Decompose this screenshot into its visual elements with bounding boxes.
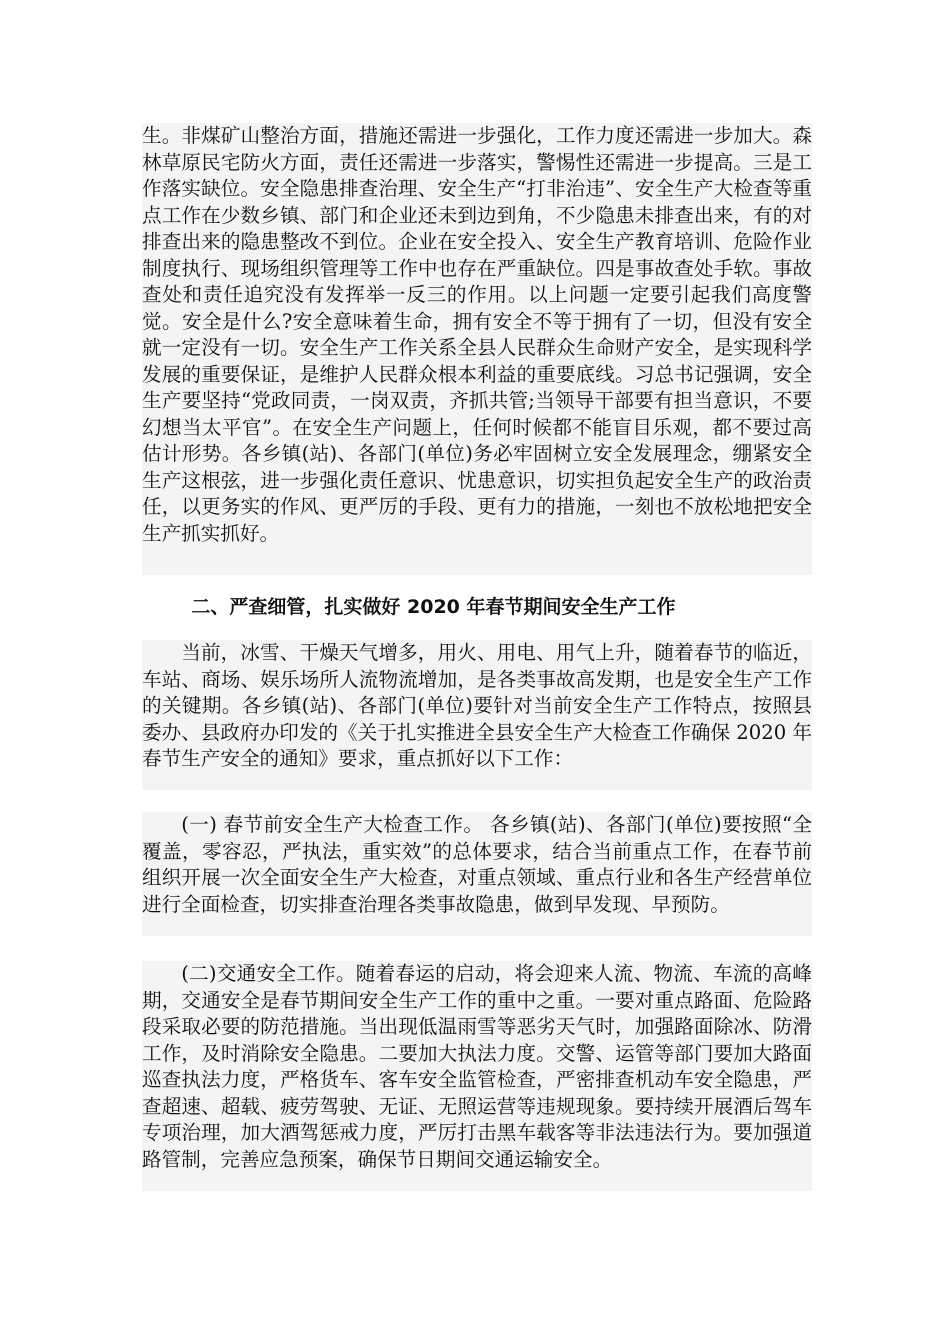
paragraph-4: (二)交通安全工作。随着春运的启动，将会迎来人流、物流、车流的高峰期，交通安全是春节期间安全生产工作的重中之重。一要对重点路面、危险路段采取必要的防范措施。当出现低温雨雪等恶劣天气时，加强路面除冰、防滑工作，及时消除安全隐患。二要加大执法力度。交警、运管等部门要加大路面巡查执法力度，严格货车、客车安全监管检查，严密排查机动车安全隐患，严查超速、超载、疲劳驾驶、无证、无照运营等违规现象。要持续开展酒后驾车专项治理，加大酒驾惩戒力度，严厉打击黑车载客等非法违法行为。要加强道路管制，完善应急预案，确保节日期间交通运输安全。 (142, 962, 812, 1171)
section-heading-2: 二、严查细管，扎实做好 2020 年春节期间安全生产工作 (191, 596, 676, 618)
paragraph-block-3 (142, 812, 812, 936)
paragraph-block-1 (142, 123, 812, 575)
paragraph-1: 生。非煤矿山整治方面，措施还需进一步强化，工作力度还需进一步加大。森林草原民宅防火方面，责任还需进一步落实，警惕性还需进一步提高。三是工作落实缺位。安全隐患排查治理、安全生产“打非治违”、安全生产大检查等重点工作在少数乡镇、部门和企业还未到边到角，不少隐患未排查出来，有的对排查出来的隐患整改不到位。企业在安全投入、安全生产教育培训、危险作业制度执行、现场组织管理等工作中也存在严重缺位。四是事故查处手软。事故查处和责任追究没有发挥举一反三的作用。以上问题一定要引起我们高度警觉。安全是什么?安全意味着生命，拥有安全不等于拥有了一切，但没有安全就一定没有一切。安全生产工作关系全县人民群众生命财产安全，是实现科学发展的重要保证，是维护人民群众根本利益的重要底线。习总书记强调，安全生产要坚持“党政同责，一岗双责，齐抓共管;当领导干部要有担当意识，不要幻想当太平官”。在安全生产问题上，任何时候都不能盲目乐观，都不要过高估计形势。各乡镇(站)、各部门(单位)务必牢固树立安全发展理念，绷紧安全生产这根弦，进一步强化责任意识、忧患意识，切实担负起安全生产的政治责任，以更务实的作风、更严厉的手段、更有力的措施，一刻也不放松地把安全生产抓实抓好。 (142, 124, 812, 545)
paragraph-2: 当前，冰雪、干燥天气增多，用火、用电、用气上升，随着春节的临近，车站、商场、娱乐场所人流物流增加，是各类事故高发期，也是安全生产工作的关键期。各乡镇(站)、各部门(单位)要针对当前安全生产工作特点，按照县委办、县政府办印发的《关于扎实推进全县安全生产大检查工作确保 2020 年春节生产安全的通知》要求，重点抓好以下工作： (142, 641, 812, 770)
paragraph-block-2 (142, 640, 812, 790)
paragraph-block-4 (142, 961, 812, 1191)
paragraph-3: (一) 春节前安全生产大检查工作。 各乡镇(站)、各部门(单位)要按照“全覆盖，零容忍，严执法，重实效”的总体要求，结合当前重点工作，在春节前组织开展一次全面安全生产大检查，对重点领域、重点行业和各生产经营单位进行全面检查，切实排查治理各类事故隐患，做到早发现、早预防。 (142, 813, 812, 916)
